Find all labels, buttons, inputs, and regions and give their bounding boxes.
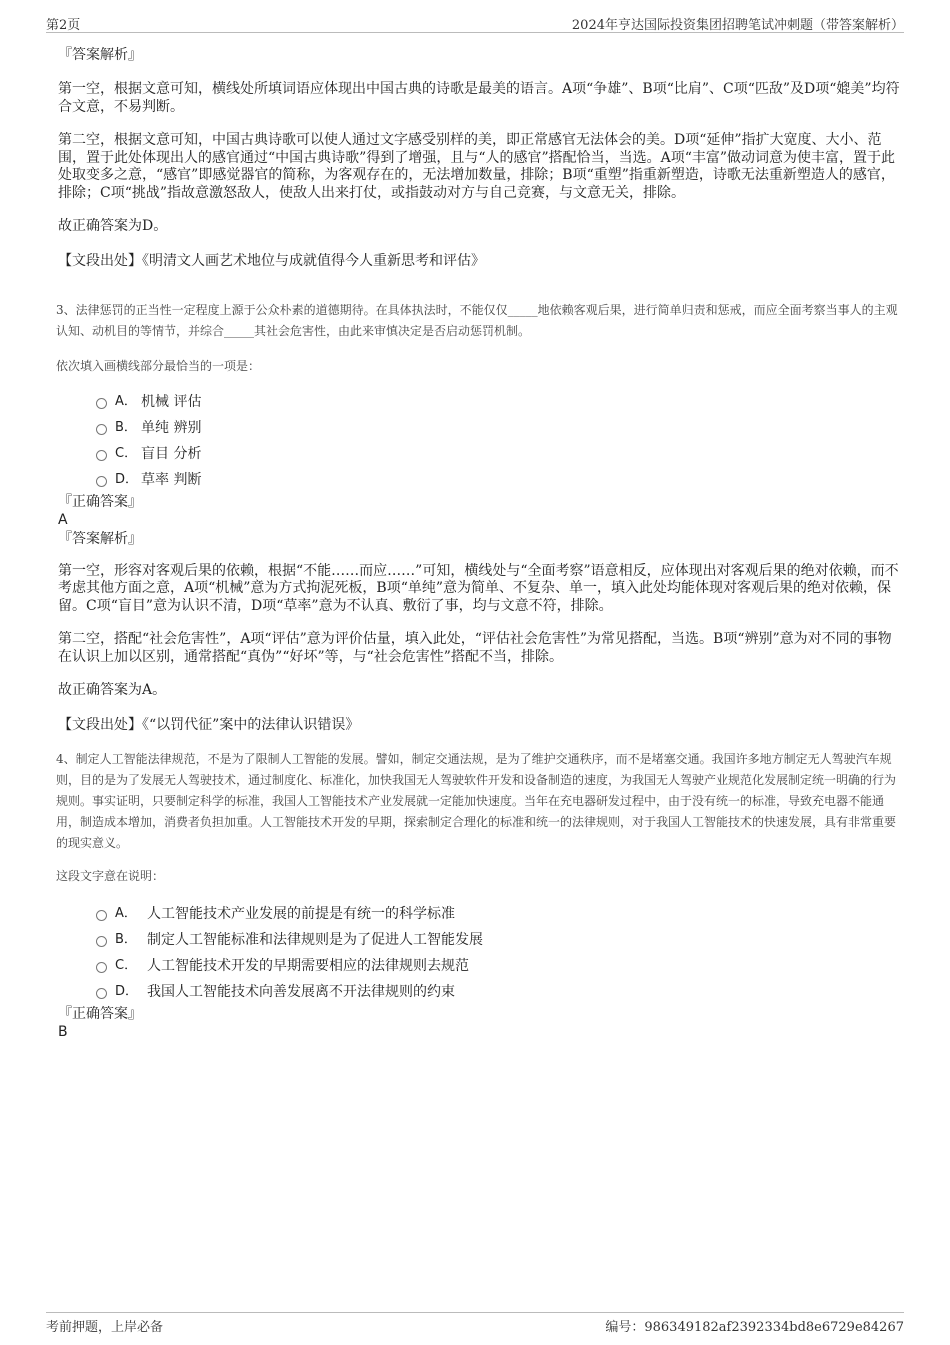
document-id: 编号：986349182af2392334bd8e6729e84267 xyxy=(605,1320,904,1335)
radio-icon[interactable] xyxy=(96,962,107,973)
q2-analysis-label: 『答案解析』 xyxy=(58,47,142,63)
q4-answer: B xyxy=(58,1023,68,1040)
radio-icon[interactable] xyxy=(96,398,107,409)
q4-option-a[interactable]: A． 人工智能技术产业发展的前提是有统一的科学标准 xyxy=(96,901,902,927)
q4-answer-label: 『正确答案』 xyxy=(58,1005,142,1022)
radio-icon[interactable] xyxy=(96,936,107,947)
q2-analysis-para1: 第一空，根据文意可知，横线处所填词语应体现出中国古典的诗歌是最美的语言。A项“争雄”、B项“比肩”、C项“匹敌”及D项“媲美”均符合文意，不易判断。 xyxy=(58,81,900,115)
q4-option-c[interactable]: C． 人工智能技术开发的早期需要相应的法律规则去规范 xyxy=(96,953,902,979)
q3-answer-label: 『正确答案』 xyxy=(58,493,142,510)
q3-analysis-para1: 第一空，形容对客观后果的依赖，根据“不能……而应……”可知，横线处与“全面考察”语意相反，应体现出对客观后果的绝对依赖，而不考虑其他方面之意，A项“机械”意为方式拘泥死板，B项“单纯”意为简单、不复杂、单一，填入此处均能体现对客观后果的绝对依赖，保留。C项“盲目”意为认识不清，D项“草率”意为不认真、敷衍了事，均与文意不符，排除。 xyxy=(58,562,899,614)
q3-analysis-para2: 第二空，搭配“社会危害性”，A项“评估”意为评价估量，填入此处，“评估社会危害性”为常见搭配，当选。B项“辨别”意为对不同的事物在认识上加以区别，通常搭配“真伪”“好坏”等，与“社会危害性”搭配不当，排除。 xyxy=(58,631,892,665)
document-body xyxy=(56,46,902,1042)
footer-slogan: 考前押题，上岸必备 xyxy=(46,1320,164,1335)
radio-icon[interactable] xyxy=(96,910,107,921)
q3-question-text: 3、法律惩罚的正当性一定程度上源于公众朴素的道德期待。在具体执法时，不能仅仅_____地依赖客观后果，进行简单归责和惩戒，而应全面考察当事人的主观认知、动机目的等情节，并综合_____其社会危害性，由此来审慎决定是否启动惩罚机制。 xyxy=(56,302,898,338)
q4-option-b[interactable]: B． 制定人工智能标准和法律规则是为了促进人工智能发展 xyxy=(96,927,902,953)
q4-section xyxy=(56,749,902,1041)
q2-section xyxy=(56,46,902,270)
q3-option-d[interactable]: D． 草率 判断 xyxy=(96,467,902,493)
q3-conclusion: 故正确答案为A。 xyxy=(58,682,167,698)
q2-conclusion: 故正确答案为D。 xyxy=(58,218,168,234)
q2-source: 【文段出处】《明清文人画艺术地位与成就值得今人重新思考和评估》 xyxy=(58,252,485,269)
radio-icon[interactable] xyxy=(96,988,107,999)
radio-icon[interactable] xyxy=(96,450,107,461)
q3-source: 【文段出处】《“以罚代征”案中的法律认识错误》 xyxy=(58,716,360,733)
q3-analysis-label: 『答案解析』 xyxy=(58,530,142,547)
q4-prompt: 这段文字意在说明： xyxy=(56,868,165,883)
q3-option-b[interactable]: B． 单纯 辨别 xyxy=(96,415,902,441)
q4-option-d[interactable]: D． 我国人工智能技术向善发展离不开法律规则的约束 xyxy=(96,979,902,1005)
q3-section xyxy=(56,300,902,734)
q3-option-c[interactable]: C． 盲目 分析 xyxy=(96,441,902,467)
page-footer xyxy=(46,1312,904,1333)
q4-options xyxy=(56,901,902,1005)
page-header xyxy=(46,12,904,33)
q3-answer: A xyxy=(58,511,68,528)
q3-options xyxy=(56,389,902,493)
page-number: 第2页 xyxy=(46,18,81,33)
q3-option-a[interactable]: A． 机械 评估 xyxy=(96,389,902,415)
q3-prompt: 依次填入画横线部分最恰当的一项是： xyxy=(56,358,261,373)
q4-question-text: 4、制定人工智能法律规范，不是为了限制人工智能的发展。譬如，制定交通法规，是为了维护交通秩序，而不是堵塞交通。我国许多地方制定无人驾驶汽车规则，目的是为了发展无人驾驶技术，通过制度化、标准化，加快我国无人驾驶软件开发和设备制造的速度，为我国无人驾驶产业规范化发展制定统一明确的行为规则。事实证明，只要制定科学的标准，我国人工智能技术产业发展就一定能加快速度。当年在充电器研发过程中，由于没有统一的标准，导致充电器不能通用，制造成本增加，消费者负担加重。人工智能技术开发的早期，探索制定合理化的标准和统一的法律规则，对于我国人工智能技术的快速发展，具有非常重要的现实意义。 xyxy=(56,751,897,850)
document-title: 2024年亨达国际投资集团招聘笔试冲刺题（带答案解析） xyxy=(571,18,904,33)
q2-analysis-para2: 第二空，根据文意可知，中国古典诗歌可以使人通过文字感受别样的美，即正常感官无法体会的美。D项“延伸”指扩大宽度、大小、范围，置于此处体现出人的感官通过“中国古典诗歌”得到了增强，且与“人的感官”搭配恰当，当选。A项“丰富”做动词意为使丰富，置于此处取变多之意，“感官”即感觉器官的简称，为客观存在的，无法增加数量，排除；B项“重塑”指重新塑造，诗歌无法重新塑造人的感官，排除；C项“挑战”指故意激怒敌人，使敌人出来打仗，或指鼓动对方与自己竞赛，与文意无关，排除。 xyxy=(58,132,896,201)
radio-icon[interactable] xyxy=(96,424,107,435)
radio-icon[interactable] xyxy=(96,476,107,487)
